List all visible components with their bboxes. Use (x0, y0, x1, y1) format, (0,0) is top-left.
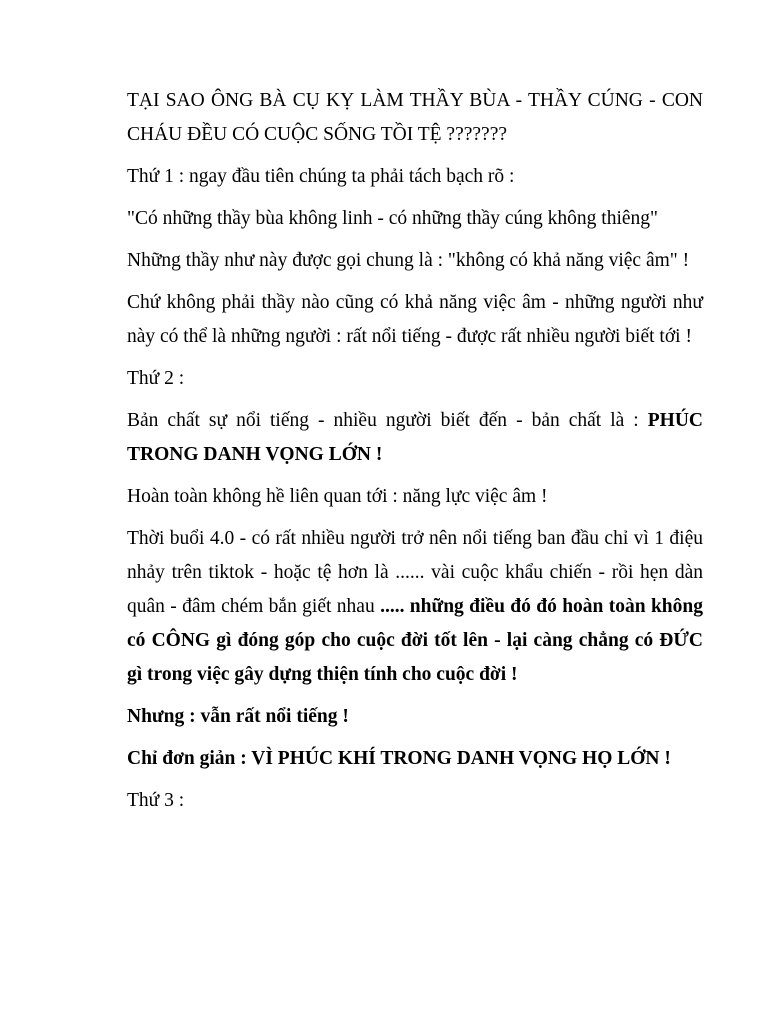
paragraph-6 (127, 404, 703, 472)
paragraph-8-normal: Thời buổi 4.0 - có rất nhiều người trở nên nổi tiếng ban đầu chỉ vì 1 điệu nhảy trên tiktok - hoặc tệ hơn là ...... vài cuộc khẩu chiến - rồi hẹn dàn quân - đâm chém bắn giết nhau (127, 528, 703, 617)
paragraph-3: Những thầy như này được gọi chung là : "không có khả năng việc âm" ! (127, 250, 690, 271)
paragraph-9: Nhưng : vẫn rất nổi tiếng ! (127, 706, 349, 727)
paragraph-2: "Có những thầy bùa không linh - có những thầy cúng không thiêng" (127, 208, 658, 229)
paragraph-10: Chỉ đơn giản : VÌ PHÚC KHÍ TRONG DANH VỌNG HỌ LỚN ! (127, 748, 671, 769)
paragraph-6-normal: Bản chất sự nổi tiếng - nhiều người biết đến - bản chất là : (127, 410, 648, 431)
paragraph-1: Thứ 1 : ngay đầu tiên chúng ta phải tách bạch rõ : (127, 166, 515, 187)
document-title: TẠI SAO ÔNG BÀ CỤ KỴ LÀM THẦY BÙA - THẦY CÚNG - CON CHÁU ĐỀU CÓ CUỘC SỐNG TỒI TỆ ??????? (127, 90, 703, 145)
paragraph-8 (127, 522, 703, 692)
document-page (127, 84, 703, 826)
paragraph-7: Hoàn toàn không hề liên quan tới : năng lực việc âm ! (127, 486, 548, 507)
paragraph-5: Thứ 2 : (127, 368, 185, 389)
paragraph-11: Thứ 3 : (127, 790, 185, 811)
paragraph-6-bold: PHÚC TRONG DANH VỌNG LỚN ! (127, 410, 703, 465)
paragraph-4: Chứ không phải thầy nào cũng có khả năng việc âm - những người như này có thể là những người : rất nổi tiếng - được rất nhiều người biết tới ! (127, 292, 703, 347)
paragraph-8-bold: ..... những điều đó đó hoàn toàn không có CÔNG gì đóng góp cho cuộc đời tốt lên - lại càng chẳng có ĐỨC gì trong việc gây dựng thiện tính cho cuộc đời ! (127, 596, 703, 685)
